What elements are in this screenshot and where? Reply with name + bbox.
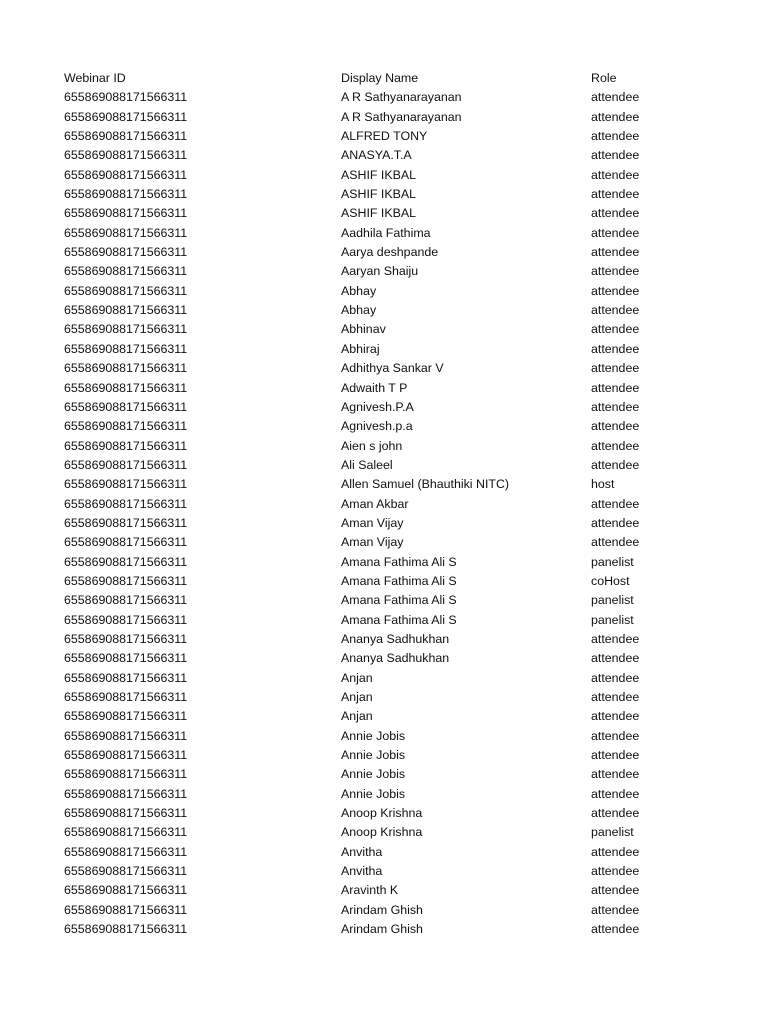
header-role: Role	[591, 71, 617, 85]
role-cell: attendee	[591, 206, 640, 221]
display-name-cell: A R Sathyanarayanan	[341, 109, 462, 124]
webinar-id-cell: 655869088171566311	[64, 419, 188, 434]
role-cell: attendee	[591, 438, 640, 453]
display-name-cell: Abhiraj	[341, 341, 380, 356]
webinar-id-cell: 655869088171566311	[64, 748, 188, 763]
role-cell: attendee	[591, 341, 640, 356]
webinar-id-cell: 655869088171566311	[64, 264, 188, 279]
table-header-row	[64, 69, 704, 88]
webinar-id-cell: 655869088171566311	[64, 728, 188, 743]
role-cell: panelist	[591, 825, 634, 840]
table-body	[64, 88, 704, 939]
role-cell: attendee	[591, 303, 640, 318]
display-name-cell: Arindam Ghish	[341, 922, 423, 937]
webinar-id-cell: 655869088171566311	[64, 631, 188, 646]
role-cell: attendee	[591, 322, 640, 337]
table-row	[64, 359, 704, 378]
table-row	[64, 669, 704, 688]
webinar-id-cell: 655869088171566311	[64, 864, 188, 879]
role-cell: attendee	[591, 535, 640, 550]
table-row	[64, 475, 704, 494]
display-name-cell: Anjan	[341, 709, 373, 724]
display-name-cell: Aravinth K	[341, 883, 399, 898]
role-cell: attendee	[591, 670, 640, 685]
role-cell: attendee	[591, 883, 640, 898]
table-row	[64, 224, 704, 243]
display-name-cell: Aien s john	[341, 438, 403, 453]
display-name-cell: Anjan	[341, 670, 373, 685]
header-webinar-id: Webinar ID	[64, 71, 126, 85]
table-row	[64, 262, 704, 281]
role-cell: attendee	[591, 264, 640, 279]
role-cell: attendee	[591, 361, 640, 376]
table-row	[64, 417, 704, 436]
webinar-id-cell: 655869088171566311	[64, 245, 188, 260]
webinar-id-cell: 655869088171566311	[64, 670, 188, 685]
role-cell: attendee	[591, 90, 640, 105]
table-row	[64, 301, 704, 320]
table-row	[64, 166, 704, 185]
display-name-cell: Agnivesh.P.A	[341, 399, 414, 414]
webinar-id-cell: 655869088171566311	[64, 844, 188, 859]
table-row	[64, 843, 704, 862]
role-cell: attendee	[591, 283, 640, 298]
role-cell: attendee	[591, 380, 640, 395]
role-cell: attendee	[591, 728, 640, 743]
webinar-id-cell: 655869088171566311	[64, 380, 188, 395]
table-row	[64, 591, 704, 610]
role-cell: attendee	[591, 631, 640, 646]
display-name-cell: Adwaith T P	[341, 380, 408, 395]
table-row	[64, 398, 704, 417]
role-cell: attendee	[591, 748, 640, 763]
role-cell: coHost	[591, 573, 630, 588]
display-name-cell: Anvitha	[341, 844, 383, 859]
webinar-id-cell: 655869088171566311	[64, 341, 188, 356]
display-name-cell: Agnivesh.p.a	[341, 419, 413, 434]
webinar-id-cell: 655869088171566311	[64, 303, 188, 318]
webinar-id-cell: 655869088171566311	[64, 825, 188, 840]
webinar-id-cell: 655869088171566311	[64, 651, 188, 666]
table-row	[64, 320, 704, 339]
table-row	[64, 88, 704, 107]
webinar-id-cell: 655869088171566311	[64, 477, 188, 492]
display-name-cell: Anjan	[341, 690, 373, 704]
table-row	[64, 688, 704, 707]
webinar-id-cell: 655869088171566311	[64, 322, 188, 337]
table-row	[64, 746, 704, 765]
role-cell: attendee	[591, 651, 640, 666]
webinar-id-cell: 655869088171566311	[64, 148, 188, 163]
table-row	[64, 553, 704, 572]
display-name-cell: Anvitha	[341, 864, 383, 879]
webinar-id-cell: 655869088171566311	[64, 361, 188, 376]
table-row	[64, 649, 704, 668]
webinar-id-cell: 655869088171566311	[64, 206, 188, 221]
webinar-id-cell: 655869088171566311	[64, 283, 188, 298]
display-name-cell: Abhinav	[341, 322, 386, 337]
display-name-cell: ANASYA.T.A	[341, 148, 412, 163]
role-cell: attendee	[591, 496, 640, 511]
table-row	[64, 572, 704, 591]
attendee-table	[64, 69, 704, 939]
webinar-id-cell: 655869088171566311	[64, 767, 188, 782]
role-cell: panelist	[591, 593, 634, 608]
role-cell: attendee	[591, 187, 640, 202]
webinar-id-cell: 655869088171566311	[64, 902, 188, 917]
table-row	[64, 765, 704, 784]
display-name-cell: ALFRED TONY	[341, 129, 428, 144]
webinar-id-cell: 655869088171566311	[64, 593, 188, 608]
display-name-cell: Arindam Ghish	[341, 902, 423, 917]
display-name-cell: Ananya Sadhukhan	[341, 631, 450, 646]
role-cell: attendee	[591, 922, 640, 937]
role-cell: attendee	[591, 225, 640, 240]
role-cell: attendee	[591, 109, 640, 124]
display-name-cell: Ali Saleel	[341, 457, 393, 472]
display-name-cell: Amana Fathima Ali S	[341, 612, 457, 627]
webinar-id-cell: 655869088171566311	[64, 922, 188, 937]
display-name-cell: Abhay	[341, 283, 377, 298]
role-cell: panelist	[591, 612, 634, 627]
webinar-id-cell: 655869088171566311	[64, 167, 188, 182]
webinar-id-cell: 655869088171566311	[64, 573, 188, 588]
role-cell: attendee	[591, 515, 640, 530]
table-row	[64, 437, 704, 456]
table-row	[64, 204, 704, 223]
table-row	[64, 901, 704, 920]
webinar-id-cell: 655869088171566311	[64, 554, 188, 569]
table-row	[64, 881, 704, 900]
display-name-cell: ASHIF IKBAL	[341, 206, 417, 221]
display-name-cell: Aaryan Shaiju	[341, 264, 419, 279]
webinar-id-cell: 655869088171566311	[64, 438, 188, 453]
webinar-id-cell: 655869088171566311	[64, 709, 188, 724]
webinar-id-cell: 655869088171566311	[64, 515, 188, 530]
role-cell: panelist	[591, 554, 634, 569]
table-row	[64, 108, 704, 127]
role-cell: host	[591, 477, 615, 492]
table-row	[64, 379, 704, 398]
header-display-name: Display Name	[341, 71, 419, 85]
table-row	[64, 707, 704, 726]
display-name-cell: Annie Jobis	[341, 767, 406, 782]
role-cell: attendee	[591, 148, 640, 163]
role-cell: attendee	[591, 844, 640, 859]
webinar-id-cell: 655869088171566311	[64, 883, 188, 898]
role-cell: attendee	[591, 902, 640, 917]
webinar-id-cell: 655869088171566311	[64, 129, 188, 144]
role-cell: attendee	[591, 709, 640, 724]
role-cell: attendee	[591, 245, 640, 260]
webinar-id-cell: 655869088171566311	[64, 496, 188, 511]
display-name-cell: ASHIF IKBAL	[341, 187, 417, 202]
table-row	[64, 456, 704, 475]
display-name-cell: Ananya Sadhukhan	[341, 651, 450, 666]
role-cell: attendee	[591, 419, 640, 434]
webinar-id-cell: 655869088171566311	[64, 786, 188, 801]
table-row	[64, 920, 704, 939]
table-row	[64, 727, 704, 746]
display-name-cell: ASHIF IKBAL	[341, 167, 417, 182]
webinar-id-cell: 655869088171566311	[64, 399, 188, 414]
webinar-id-cell: 655869088171566311	[64, 457, 188, 472]
display-name-cell: Annie Jobis	[341, 748, 406, 763]
table-row	[64, 282, 704, 301]
display-name-cell: Anoop Krishna	[341, 806, 423, 821]
table-row	[64, 823, 704, 842]
table-row	[64, 340, 704, 359]
table-row	[64, 611, 704, 630]
webinar-id-cell: 655869088171566311	[64, 90, 188, 105]
display-name-cell: Aman Vijay	[341, 515, 404, 530]
display-name-cell: Anoop Krishna	[341, 825, 423, 840]
role-cell: attendee	[591, 690, 640, 704]
table-row	[64, 243, 704, 262]
table-row	[64, 514, 704, 533]
role-cell: attendee	[591, 864, 640, 879]
table-row	[64, 185, 704, 204]
display-name-cell: Adhithya Sankar V	[341, 361, 444, 376]
display-name-cell: Aman Akbar	[341, 496, 409, 511]
display-name-cell: Amana Fathima Ali S	[341, 593, 457, 608]
table-row	[64, 533, 704, 552]
display-name-cell: Amana Fathima Ali S	[341, 573, 457, 588]
table-row	[64, 862, 704, 881]
table-row	[64, 785, 704, 804]
webinar-id-cell: 655869088171566311	[64, 612, 188, 627]
role-cell: attendee	[591, 167, 640, 182]
table-row	[64, 127, 704, 146]
display-name-cell: Annie Jobis	[341, 786, 406, 801]
role-cell: attendee	[591, 129, 640, 144]
display-name-cell: Annie Jobis	[341, 728, 406, 743]
table-row	[64, 804, 704, 823]
display-name-cell: Aadhila Fathima	[341, 225, 431, 240]
role-cell: attendee	[591, 457, 640, 472]
webinar-id-cell: 655869088171566311	[64, 535, 188, 550]
role-cell: attendee	[591, 786, 640, 801]
role-cell: attendee	[591, 806, 640, 821]
webinar-id-cell: 655869088171566311	[64, 225, 188, 240]
webinar-id-cell: 655869088171566311	[64, 109, 188, 124]
role-cell: attendee	[591, 399, 640, 414]
table-row	[64, 495, 704, 514]
webinar-id-cell: 655869088171566311	[64, 690, 188, 704]
display-name-cell: Aman Vijay	[341, 535, 404, 550]
display-name-cell: A R Sathyanarayanan	[341, 90, 462, 105]
display-name-cell: Aarya deshpande	[341, 245, 439, 260]
table-row	[64, 146, 704, 165]
display-name-cell: Amana Fathima Ali S	[341, 554, 457, 569]
table-row	[64, 630, 704, 649]
role-cell: attendee	[591, 767, 640, 782]
webinar-id-cell: 655869088171566311	[64, 187, 188, 202]
display-name-cell: Allen Samuel (Bhauthiki NITC)	[341, 477, 510, 492]
webinar-id-cell: 655869088171566311	[64, 806, 188, 821]
display-name-cell: Abhay	[341, 303, 377, 318]
